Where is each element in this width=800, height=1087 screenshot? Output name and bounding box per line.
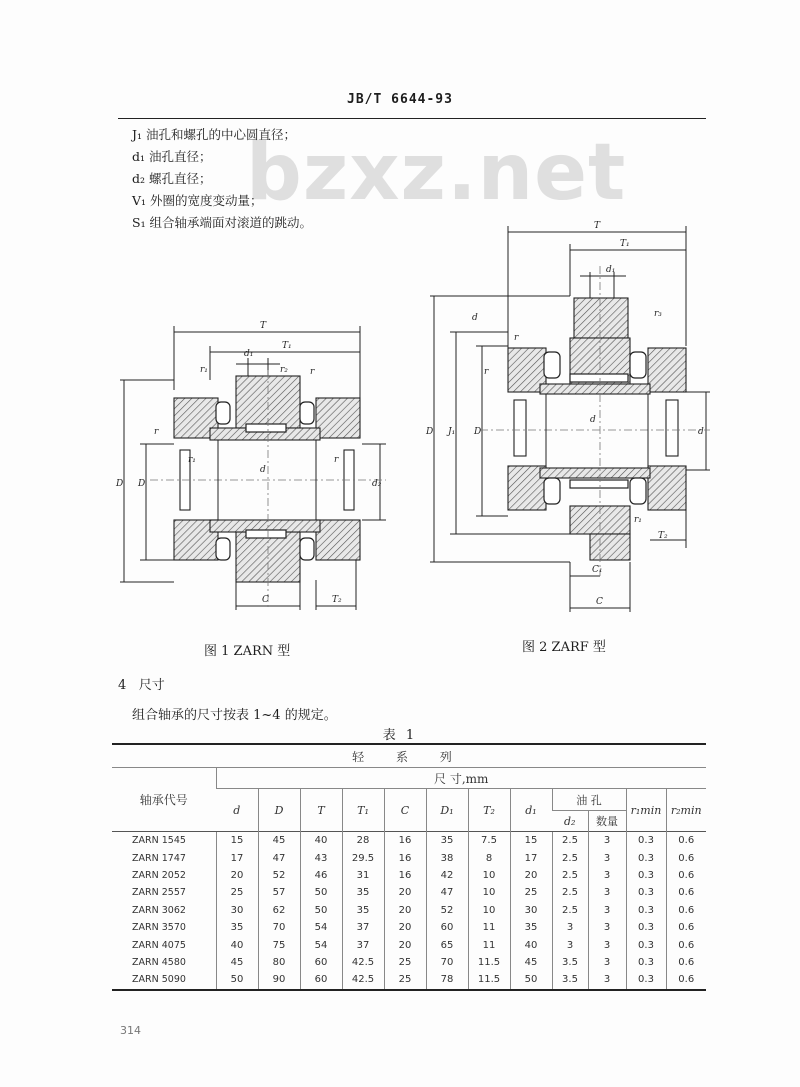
- table-cell: 65: [426, 936, 468, 953]
- fig1-label-r1: r₁: [200, 365, 208, 375]
- table-cell: 16: [384, 832, 426, 850]
- table-row: [112, 884, 706, 901]
- table-cell: 3: [588, 832, 626, 850]
- fig2-label-C: C: [596, 597, 603, 607]
- table-cell: 35: [342, 884, 384, 901]
- col-header-T: T: [300, 789, 342, 832]
- figure-2-drawing: [420, 216, 720, 616]
- table-cell: 20: [384, 902, 426, 919]
- table-cell: 52: [258, 867, 300, 884]
- intro-paragraph: 组合轴承的尺寸按表 1~4 的规定。: [132, 708, 337, 723]
- fig2-label-T: T: [594, 221, 601, 231]
- table-cell: 60: [300, 954, 342, 971]
- table-cell: 20: [384, 884, 426, 901]
- table-cell: 28: [342, 832, 384, 850]
- series-header: 轻 系 列: [112, 744, 706, 768]
- table-cell: 0.3: [626, 832, 666, 850]
- figure-1-caption: 图 1 ZARN 型: [204, 644, 291, 659]
- fig2-label-r1: r: [484, 367, 489, 377]
- section-heading: [118, 674, 165, 693]
- table-cell: 3: [588, 936, 626, 953]
- fig1-label-d: d: [260, 465, 266, 475]
- table-cell: 0.3: [626, 849, 666, 866]
- table-cell: 35: [216, 919, 258, 936]
- table-cell: 45: [216, 954, 258, 971]
- col-header-T2: T₂: [468, 789, 510, 832]
- col-header-r1min: r₁min: [626, 789, 666, 832]
- table-cell: 11.5: [468, 971, 510, 989]
- definition-item: d₁ 油孔直径；: [132, 149, 212, 164]
- table-cell: 62: [258, 902, 300, 919]
- fig2-label-Dz: D: [474, 427, 482, 437]
- table-cell: 30: [216, 902, 258, 919]
- table-cell: 42.5: [342, 954, 384, 971]
- fig1-label-r4: r: [154, 427, 159, 437]
- table-cell: 25: [384, 971, 426, 989]
- table-cell: 3: [588, 971, 626, 989]
- table-cell: 3: [588, 919, 626, 936]
- table-cell: 2.5: [552, 867, 588, 884]
- table-cell: 11: [468, 919, 510, 936]
- bearing-designation-cell: ZARN 1545: [112, 832, 216, 850]
- table-cell: 11: [468, 936, 510, 953]
- table-body: [112, 832, 706, 990]
- table-cell: 16: [384, 849, 426, 866]
- definition-item: S₁ 组合轴承端面对滚道的跳动。: [132, 215, 313, 230]
- col-header-D: D: [258, 789, 300, 832]
- table-cell: 0.6: [666, 867, 706, 884]
- table-cell: 10: [468, 902, 510, 919]
- table-cell: 50: [216, 971, 258, 989]
- figure-2-caption: 图 2 ZARF 型: [522, 640, 606, 655]
- fig2-label-r2: r: [514, 333, 519, 343]
- table-cell: 0.3: [626, 954, 666, 971]
- fig1-label-T2: T₂: [332, 595, 342, 605]
- col-header-count: 数量: [588, 811, 626, 832]
- section-number: 4: [118, 678, 127, 693]
- bearing-designation-cell: ZARN 2052: [132, 869, 186, 881]
- table-row: [112, 902, 706, 919]
- section-title: 尺寸: [138, 678, 165, 693]
- table-cell: 54: [300, 919, 342, 936]
- fig2-label-T1: T₁: [620, 239, 630, 249]
- table-cell: 50: [510, 971, 552, 989]
- fig1-label-Dz: D: [138, 479, 146, 489]
- page-number: 314: [120, 1024, 141, 1037]
- fig1-label-r5: r₁: [188, 455, 196, 465]
- table-cell: 31: [342, 867, 384, 884]
- table-cell: 0.6: [666, 919, 706, 936]
- oil-hole-header: 油 孔: [552, 789, 626, 811]
- table-cell: 78: [426, 971, 468, 989]
- table-cell: 0.3: [626, 867, 666, 884]
- table-cell: 0.6: [666, 971, 706, 989]
- table-cell: 20: [384, 919, 426, 936]
- table-cell: 25: [216, 884, 258, 901]
- table-cell: 70: [258, 919, 300, 936]
- table-cell: 25: [510, 884, 552, 901]
- table-row: [112, 832, 706, 850]
- definition-item: d₂ 螺孔直径；: [132, 171, 212, 186]
- table-cell: 35: [510, 919, 552, 936]
- table-cell: 20: [384, 936, 426, 953]
- fig2-label-D: D: [426, 427, 434, 437]
- table-cell: 37: [342, 936, 384, 953]
- dimension-table: [112, 743, 706, 991]
- fig2-label-T2: T₂: [658, 531, 668, 541]
- col-header-C: C: [384, 789, 426, 832]
- fig1-label-r3: r: [310, 367, 315, 377]
- col-header-d2: d₂: [552, 811, 588, 832]
- fig1-label-d1: d₁: [244, 349, 254, 359]
- table-cell: 0.6: [666, 849, 706, 866]
- standard-code: JB/T 6644-93: [347, 92, 453, 107]
- table-cell: 3: [588, 902, 626, 919]
- table-cell: 57: [258, 884, 300, 901]
- table-cell: 3: [588, 954, 626, 971]
- table-cell: 35: [342, 902, 384, 919]
- table-cell: 2.5: [552, 832, 588, 850]
- table-cell: 3: [588, 884, 626, 901]
- table-title: 表 1: [382, 728, 418, 743]
- table-cell: 3: [552, 936, 588, 953]
- table-cell: 17: [510, 849, 552, 866]
- table-row: [112, 954, 706, 971]
- fig1-label-D: D: [116, 479, 124, 489]
- table-cell: 3: [552, 919, 588, 936]
- table-cell: 42.5: [342, 971, 384, 989]
- table-cell: 0.6: [666, 954, 706, 971]
- fig2-label-d2: d: [472, 313, 478, 323]
- bearing-designation-cell: ZARN 3062: [132, 904, 186, 916]
- bearing-designation-cell: ZARN 2557: [132, 887, 186, 899]
- table-cell: 0.6: [666, 884, 706, 901]
- table-cell: 42: [426, 867, 468, 884]
- fig1-label-r2: r₂: [280, 365, 288, 375]
- table-cell: 90: [258, 971, 300, 989]
- table-cell: 25: [384, 954, 426, 971]
- table-cell: 37: [342, 919, 384, 936]
- table-cell: 3.5: [552, 971, 588, 989]
- fig1-label-T: T: [260, 321, 267, 331]
- table-row: [112, 919, 706, 936]
- fig2-label-J1: J₁: [448, 427, 456, 437]
- fig2-label-d: d: [590, 415, 596, 425]
- table-cell: 75: [258, 936, 300, 953]
- bearing-designation-cell: ZARN 5090: [112, 971, 216, 989]
- table-cell: 40: [216, 936, 258, 953]
- unit-header: 尺 寸,mm: [216, 768, 706, 789]
- table-cell: 0.6: [666, 936, 706, 953]
- table-cell: 50: [300, 902, 342, 919]
- fig2-label-d2-right: d: [698, 427, 704, 437]
- table-cell: 0.3: [626, 971, 666, 989]
- table-cell: 50: [300, 884, 342, 901]
- table-cell: 70: [426, 954, 468, 971]
- header-rule: [118, 118, 706, 119]
- table-cell: 15: [510, 832, 552, 850]
- table-cell: 16: [384, 867, 426, 884]
- table-cell: 45: [510, 954, 552, 971]
- col-header-r2min: r₂min: [666, 789, 706, 832]
- table-cell: 10: [468, 884, 510, 901]
- fig1-label-d2: d₂: [372, 479, 382, 489]
- table-cell: 47: [426, 884, 468, 901]
- table-cell: 35: [426, 832, 468, 850]
- col-header-T1: T₁: [342, 789, 384, 832]
- table-cell: 54: [300, 936, 342, 953]
- table-cell: 20: [510, 867, 552, 884]
- bearing-designation-cell: ZARN 3570: [132, 922, 186, 934]
- table-cell: 0.6: [666, 902, 706, 919]
- col-header-d: d: [216, 789, 258, 832]
- fig1-label-rs: r: [334, 455, 339, 465]
- table-cell: 0.3: [626, 902, 666, 919]
- table-cell: 60: [300, 971, 342, 989]
- table-cell: 20: [216, 867, 258, 884]
- fig1-label-T1: T₁: [282, 341, 292, 351]
- table-cell: 40: [510, 936, 552, 953]
- table-cell: 3: [588, 867, 626, 884]
- table-cell: 60: [426, 919, 468, 936]
- table-cell: 10: [468, 867, 510, 884]
- table-cell: 29.5: [342, 849, 384, 866]
- table-cell: 17: [216, 849, 258, 866]
- table-cell: 2.5: [552, 902, 588, 919]
- table-cell: 0.3: [626, 919, 666, 936]
- table-cell: 11.5: [468, 954, 510, 971]
- bearing-designation-cell: ZARN 1747: [132, 852, 186, 864]
- table-cell: 0.6: [666, 832, 706, 850]
- table-cell: 2.5: [552, 849, 588, 866]
- table-cell: 0.3: [626, 936, 666, 953]
- fig2-label-d1: d₁: [606, 265, 616, 275]
- fig1-label-C: C: [262, 595, 269, 605]
- table-cell: 38: [426, 849, 468, 866]
- table-cell: 43: [300, 849, 342, 866]
- table-cell: 3.5: [552, 954, 588, 971]
- table-cell: 7.5: [468, 832, 510, 850]
- table-cell: 80: [258, 954, 300, 971]
- table-cell: 46: [300, 867, 342, 884]
- table-row: [112, 867, 706, 884]
- bearing-designation-cell: ZARN 4580: [132, 956, 186, 968]
- table-cell: 2.5: [552, 884, 588, 901]
- table-cell: 0.3: [626, 884, 666, 901]
- fig2-label-r4: r₁: [634, 515, 642, 525]
- table-cell: 3: [588, 849, 626, 866]
- table-cell: 8: [468, 849, 510, 866]
- table-cell: 47: [258, 849, 300, 866]
- fig2-label-C1: C₁: [592, 565, 603, 575]
- figure-1-drawing: [110, 310, 410, 630]
- table-row: [112, 971, 706, 989]
- col-header-D1: D₁: [426, 789, 468, 832]
- table-cell: 30: [510, 902, 552, 919]
- table-cell: 45: [258, 832, 300, 850]
- table-cell: 40: [300, 832, 342, 850]
- table-row: [112, 849, 706, 866]
- table-cell: 52: [426, 902, 468, 919]
- watermark: bzxz.net: [246, 128, 627, 218]
- table-row: [112, 936, 706, 953]
- definition-item: J₁ 油孔和螺孔的中心圆直径；: [132, 127, 296, 142]
- definition-item: V₁ 外圈的宽度变动量；: [132, 193, 263, 208]
- fig2-label-r3: r₃: [654, 309, 662, 319]
- designation-header: 轴承代号: [112, 768, 216, 832]
- table-cell: 15: [216, 832, 258, 850]
- bearing-designation-cell: ZARN 4075: [132, 939, 186, 951]
- col-header-d1: d₁: [510, 789, 552, 832]
